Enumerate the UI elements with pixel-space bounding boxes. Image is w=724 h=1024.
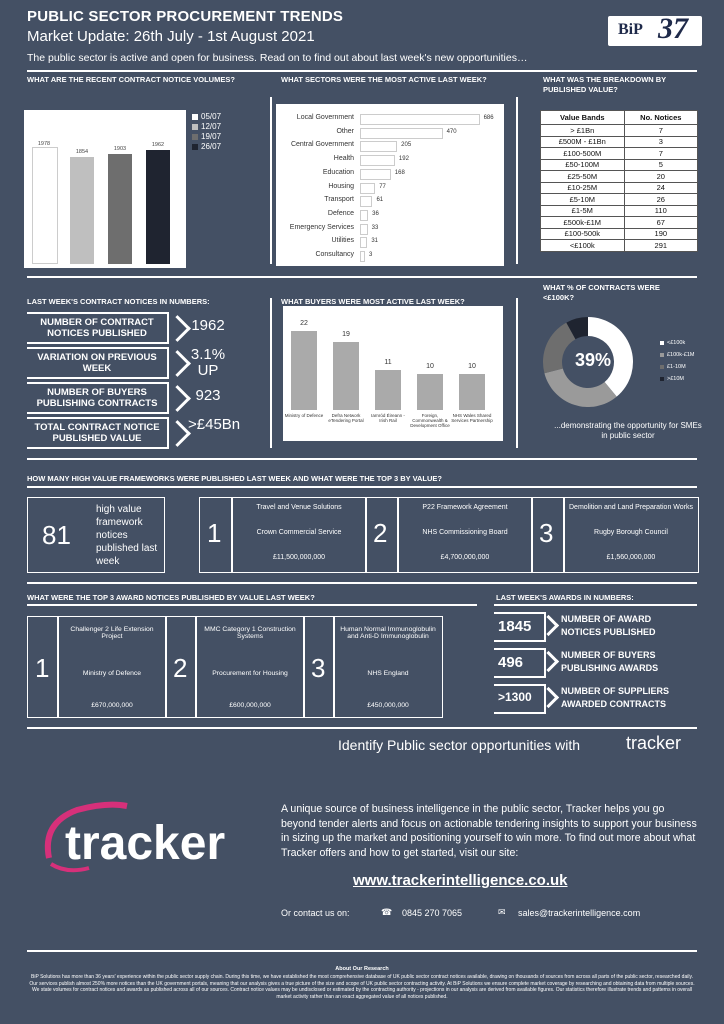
number-value: 3.1% UP xyxy=(190,346,226,379)
award-number-label: NUMBER OF BUYERS PUBLISHING AWARDS xyxy=(561,650,659,673)
table-cell: £500k-£1M xyxy=(541,217,625,229)
tracker-small-logo: tracker xyxy=(626,733,682,753)
divider xyxy=(270,97,272,264)
bar-value-label: 1962 xyxy=(151,142,165,149)
table-cell: 24 xyxy=(624,182,697,194)
legend-label: 26/07 xyxy=(201,142,222,151)
legend-item xyxy=(660,352,695,358)
award-rank: 1 xyxy=(35,653,50,683)
sectors-chart-plot xyxy=(276,104,504,266)
sector-label: Utilities xyxy=(331,237,354,245)
award-buyer: Ministry of Defence xyxy=(82,670,142,677)
table-cell: £1-5M xyxy=(541,205,625,217)
sector-label: Central Government xyxy=(290,141,354,149)
volumes-chart-plot xyxy=(24,110,186,268)
bar-value-label: 1978 xyxy=(37,141,51,148)
framework-buyer: Crown Commercial Service xyxy=(256,529,342,536)
tracker-site-link[interactable]: www.trackerintelligence.co.uk xyxy=(353,872,568,889)
legend-label: 05/07 xyxy=(201,112,222,121)
buyer-value: 11 xyxy=(384,359,392,367)
page-intro: The public sector is active and open for business. Read on to find out about last week's new opportunities… xyxy=(27,52,528,64)
legend-label: £1-10M xyxy=(667,364,686,370)
bip-logo xyxy=(608,12,702,46)
chart-bar xyxy=(108,154,132,264)
sector-bar xyxy=(360,155,395,166)
divider xyxy=(494,604,697,606)
buyer-name: NHS Wales Shared Services Partnership xyxy=(451,413,493,423)
legend-item xyxy=(192,142,221,151)
table-header: No. Notices xyxy=(624,111,697,125)
table-row xyxy=(541,217,698,229)
buyer-value: 10 xyxy=(468,363,476,370)
chart-bar xyxy=(146,150,170,264)
sector-value: 77 xyxy=(379,183,386,190)
sector-label: Transport xyxy=(324,196,354,204)
framework-value: £11,500,000,000 xyxy=(272,554,326,561)
framework-rank: 3 xyxy=(539,518,554,548)
legend-label: 12/07 xyxy=(201,122,222,131)
divider xyxy=(27,276,697,278)
number-value: 1962 xyxy=(191,317,225,334)
legend-swatch xyxy=(192,144,198,150)
table-row xyxy=(541,205,698,217)
sectors-heading: WHAT SECTORS WERE THE MOST ACTIVE LAST WEEK? xyxy=(281,75,487,84)
donut-center-label: 39% xyxy=(574,350,612,370)
sector-label: Health xyxy=(333,155,354,163)
divider xyxy=(516,97,518,264)
sector-value: 3 xyxy=(369,252,373,258)
promo-tagline: Identify Public sector opportunities with xyxy=(338,737,581,753)
buyer-bar xyxy=(291,331,317,410)
table-cell: 67 xyxy=(624,217,697,229)
number-label: VARIATION ON PREVIOUS WEEK xyxy=(27,347,169,379)
legend-swatch xyxy=(660,365,664,369)
divider xyxy=(270,298,272,448)
legend-item xyxy=(192,132,221,141)
sector-value: 470 xyxy=(446,128,457,135)
number-label: NUMBER OF BUYERS PUBLISHING CONTRACTS xyxy=(27,382,169,414)
value-bands-table xyxy=(540,110,698,252)
tracker-logo xyxy=(37,798,257,878)
table-cell: £50-100M xyxy=(541,159,625,171)
table-cell: £10-25M xyxy=(541,182,625,194)
volumes-legend xyxy=(192,112,221,152)
divider xyxy=(531,497,533,573)
footer-title: About Our Research xyxy=(335,966,389,972)
sector-value: 61 xyxy=(376,197,384,204)
sector-value: 205 xyxy=(401,142,412,149)
table-row xyxy=(541,182,698,194)
divider xyxy=(165,616,167,718)
table-row xyxy=(541,171,698,183)
sector-bar xyxy=(360,224,368,235)
legend-swatch xyxy=(660,341,664,345)
page-subtitle: Market Update: 26th July - 1st August 2021 xyxy=(27,28,315,45)
table-cell: 110 xyxy=(624,205,697,217)
legend-swatch xyxy=(192,114,198,120)
sector-value: 192 xyxy=(398,156,409,163)
framework-buyer: Rugby Borough Council xyxy=(594,529,668,536)
table-row xyxy=(541,159,698,171)
donut-slice xyxy=(544,368,616,407)
buyer-bar xyxy=(333,342,359,410)
award-number-value: 496 xyxy=(498,654,524,671)
chart-bar xyxy=(32,147,58,264)
award-buyer: NHS England xyxy=(367,670,409,677)
number-value: 923 xyxy=(195,387,221,404)
legend-swatch xyxy=(192,134,198,140)
sector-bar xyxy=(360,114,480,125)
buyer-name: Ministry of Defence xyxy=(284,413,324,418)
divider xyxy=(27,70,697,72)
phone-number[interactable]: 0845 270 7065 xyxy=(402,908,463,918)
anniversary-mark: 37 xyxy=(658,12,688,45)
table-cell: 190 xyxy=(624,228,697,240)
framework-rank: 1 xyxy=(207,518,222,548)
pct-heading: WHAT % OF CONTRACTS WERE <£100K? xyxy=(543,283,660,302)
table-cell: > £1Bn xyxy=(541,125,625,137)
sector-bar xyxy=(360,183,375,194)
buyer-bar xyxy=(375,370,401,410)
buyer-value: 10 xyxy=(426,363,434,370)
number-label: TOTAL CONTRACT NOTICE PUBLISHED VALUE xyxy=(27,417,169,449)
phone-icon: ☎ xyxy=(381,907,393,917)
sector-label: Emergency Services xyxy=(289,223,354,231)
table-row xyxy=(541,148,698,160)
divider xyxy=(27,582,697,584)
frameworks-heading: HOW MANY HIGH VALUE FRAMEWORKS WERE PUBLISHED LAST WEEK AND WHAT WERE THE TOP 3 BY VALUE? xyxy=(27,474,443,483)
award-rank: 3 xyxy=(311,653,326,683)
award-title: MMC Category 1 Construction Systems xyxy=(204,626,296,640)
page-title: PUBLIC SECTOR PROCUREMENT TRENDS xyxy=(27,8,344,25)
buyer-name: Foreign, Commonwealth & Development Office xyxy=(410,413,450,428)
divider xyxy=(27,727,697,729)
divider xyxy=(365,497,367,573)
award-number-value: >1300 xyxy=(498,690,532,704)
buyer-name: Defra Network eTendering Portal xyxy=(328,413,364,423)
chart-bar xyxy=(70,157,94,264)
bar-value-label: 1854 xyxy=(75,148,89,155)
legend-swatch xyxy=(660,353,664,357)
framework-title: Demolition and Land Preparation Works xyxy=(569,504,693,511)
framework-title: Travel and Venue Solutions xyxy=(256,504,342,511)
sector-label: Housing xyxy=(328,182,354,190)
table-row xyxy=(541,125,698,137)
framework-rank: 2 xyxy=(373,518,388,548)
sector-bar xyxy=(360,237,367,248)
table-cell: 7 xyxy=(624,148,697,160)
award-title: Challenger 2 Life Extension Project xyxy=(70,626,154,640)
buyer-bar xyxy=(417,374,443,410)
table-cell: 3 xyxy=(624,136,697,148)
table-row xyxy=(541,194,698,206)
framework-value: £4,700,000,000 xyxy=(440,554,490,561)
table-cell: 291 xyxy=(624,240,697,252)
legend-item xyxy=(192,122,221,131)
sector-label: Education xyxy=(322,168,354,176)
sector-bar xyxy=(360,141,397,152)
award-number-value: 1845 xyxy=(498,618,532,635)
legend-item xyxy=(660,376,695,382)
framework-count-box xyxy=(27,497,165,573)
divider xyxy=(27,604,477,606)
table-row xyxy=(541,136,698,148)
sector-label: Local Government xyxy=(296,114,354,121)
divider xyxy=(27,486,697,488)
sector-value: 686 xyxy=(483,115,494,121)
promo-body: A unique source of business intelligence in the public sector, Tracker helps you go beyond tender alerts and focus on actionable tendering insights to support your business in sizing up the market and positioning yourself to win more. To find out more about what Tracker offers and how to get started, visit our site: xyxy=(281,803,697,859)
table-cell: <£100k xyxy=(541,240,625,252)
sector-value: 168 xyxy=(394,169,405,176)
legend-item xyxy=(192,112,221,121)
buyer-value: 19 xyxy=(342,330,350,338)
framework-buyer: NHS Commissioning Board xyxy=(422,529,508,536)
sector-bar xyxy=(360,251,365,262)
table-header: Value Bands xyxy=(541,111,625,125)
legend-item xyxy=(660,340,695,346)
buyers-chart-plot xyxy=(283,306,503,441)
framework-title: P22 Framework Agreement xyxy=(422,504,508,511)
email-icon: ✉ xyxy=(498,907,506,917)
sector-label: Consultancy xyxy=(315,251,354,258)
sector-bar xyxy=(360,196,372,207)
framework-count-label: high value framework notices published last week xyxy=(96,504,158,567)
award-number-label: NUMBER OF AWARD NOTICES PUBLISHED xyxy=(561,614,656,637)
table-row xyxy=(541,228,698,240)
framework-count: 81 xyxy=(42,520,71,550)
number-value: >£45Bn xyxy=(188,416,241,433)
sector-label: Defence xyxy=(327,209,354,217)
sector-value: 33 xyxy=(371,224,379,231)
number-label: NUMBER OF CONTRACT NOTICES PUBLISHED xyxy=(27,312,169,344)
legend-item xyxy=(660,364,695,370)
legend-label: 19/07 xyxy=(201,132,222,141)
award-buyer: Procurement for Housing xyxy=(212,670,288,677)
table-cell: £5-10M xyxy=(541,194,625,206)
legend-label: £100k-£1M xyxy=(667,352,695,358)
sector-value: 36 xyxy=(372,210,379,217)
bip-logo-text: BiP xyxy=(618,21,643,38)
divider xyxy=(303,616,305,718)
table-cell: 20 xyxy=(624,171,697,183)
framework-value: £1,560,000,000 xyxy=(606,554,656,561)
awards-heading: WHAT WERE THE TOP 3 AWARD NOTICES PUBLISHED BY VALUE LAST WEEK? xyxy=(27,593,315,602)
donut-legend xyxy=(660,340,695,388)
legend-swatch xyxy=(192,124,198,130)
sector-bar xyxy=(360,169,391,180)
sector-value: 31 xyxy=(371,238,378,245)
sector-bar xyxy=(360,210,368,221)
table-cell: £500M - £1Bn xyxy=(541,136,625,148)
award-value: £450,000,000 xyxy=(367,702,409,709)
legend-label: >£10M xyxy=(667,376,684,382)
sector-bar xyxy=(360,128,443,139)
table-row xyxy=(541,240,698,252)
table-cell: 26 xyxy=(624,194,697,206)
bar-value-label: 1903 xyxy=(113,145,127,152)
footer-text: BiP Solutions has more than 36 years' experience within the public sector supply chain. During this time, we have established the most comprehensive database of UK public sector contract notices available, drawing on thousands of sources from across all parts of the public sector, researched daily. Our services publish almost 250% more notices than the UK government portals, meaning that our analysis gives a true picture of the size and scope of UK public sector contracting activity. At BiP Solutions we ensure complete market coverage by researching and obtaining data from multiple sources. We state volumes for contract notices and awards as published across all of our sources. Contract notice values may be undisclosed or estimated by the contracting authority - projections in our analysis are derived from available figures. Our statistics therefore illustrate trends and patterns in overall market activity rather than an exact aggregated value of all notices published. xyxy=(29,974,695,1000)
pct-caption: ...demonstrating the opportunity for SMEs in public sector xyxy=(554,421,702,440)
award-number-label: NUMBER OF SUPPLIERS AWARDED CONTRACTS xyxy=(561,686,670,709)
award-rank: 2 xyxy=(173,653,188,683)
tracker-logo-text: tracker xyxy=(65,817,226,870)
email-address[interactable]: sales@trackerintelligence.com xyxy=(518,908,641,918)
divider xyxy=(27,458,697,460)
divider xyxy=(27,950,697,952)
volumes-heading: WHAT ARE THE RECENT CONTRACT NOTICE VOLUMES? xyxy=(27,75,235,84)
sector-label: Other xyxy=(336,127,354,135)
buyer-name: Iarnród Éireann - Irish Rail xyxy=(371,413,405,423)
awards-numbers-heading: LAST WEEK'S AWARDS IN NUMBERS: xyxy=(496,593,634,602)
buyers-heading: WHAT BUYERS WERE MOST ACTIVE LAST WEEK? xyxy=(281,297,465,306)
legend-swatch xyxy=(660,377,664,381)
table-cell: £25-50M xyxy=(541,171,625,183)
buyer-value: 22 xyxy=(300,319,308,327)
award-value: £670,000,000 xyxy=(91,702,133,709)
buyer-bar xyxy=(459,374,485,410)
award-title: Human Normal Immunoglobulin and Anti-D Immunoglobulin xyxy=(340,626,436,640)
breakdown-heading: WHAT WAS THE BREAKDOWN BY PUBLISHED VALUE? xyxy=(543,75,667,94)
table-cell: £100-500M xyxy=(541,148,625,160)
table-cell: £100-500k xyxy=(541,228,625,240)
award-value: £600,000,000 xyxy=(229,702,271,709)
table-cell: 5 xyxy=(624,159,697,171)
divider xyxy=(516,298,518,448)
table-cell: 7 xyxy=(624,125,697,137)
numbers-heading: LAST WEEK'S CONTRACT NOTICES IN NUMBERS: xyxy=(27,297,210,306)
contact-label: Or contact us on: xyxy=(281,908,350,918)
legend-label: <£100k xyxy=(667,340,686,346)
